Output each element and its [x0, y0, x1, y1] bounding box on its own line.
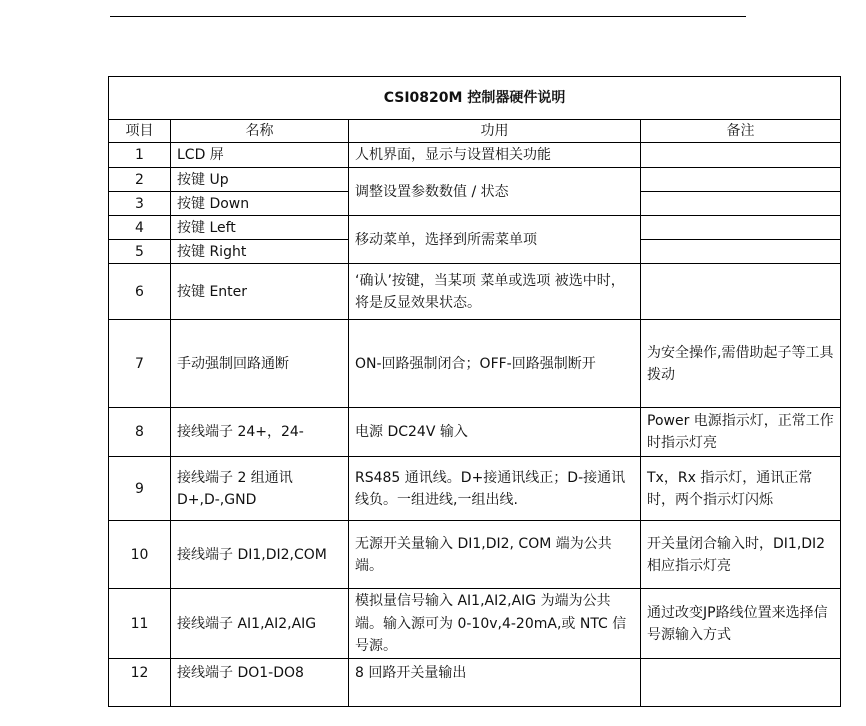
item-name: 手动强制回路通断	[171, 320, 349, 408]
top-rule	[110, 16, 746, 17]
table-row	[109, 320, 841, 408]
table-row	[109, 216, 841, 240]
item-number: 9	[109, 457, 171, 521]
item-number: 11	[109, 589, 171, 659]
item-note	[641, 659, 841, 707]
header-note: 备注	[641, 120, 841, 143]
header-item: 项目	[109, 120, 171, 143]
item-note	[641, 264, 841, 320]
item-function: 模拟量信号输入 AI1,AI2,AIG 为端为公共端。输入源可为 0-10v,4-20mA,或 NTC 信号源。	[349, 589, 641, 659]
table-row	[109, 168, 841, 192]
item-name: 接线端子 AI1,AI2,AIG	[171, 589, 349, 659]
item-name: 按键 Up	[171, 168, 349, 192]
item-name: 接线端子 24+，24-	[171, 408, 349, 457]
item-note: 通过改变JP路线位置来选择信号源输入方式	[641, 589, 841, 659]
item-name: LCD 屏	[171, 143, 349, 168]
table-row	[109, 589, 841, 659]
item-note	[641, 240, 841, 264]
item-note: Tx，Rx 指示灯，通讯正常时，两个指示灯闪烁	[641, 457, 841, 521]
item-note	[641, 192, 841, 216]
item-name: 按键 Enter	[171, 264, 349, 320]
item-number: 3	[109, 192, 171, 216]
item-note	[641, 143, 841, 168]
item-function: ‘确认’按键，当某项 菜单或选项 被选中时，将是反显效果状态。	[349, 264, 641, 320]
item-note: 为安全操作,需借助起子等工具拨动	[641, 320, 841, 408]
item-number: 1	[109, 143, 171, 168]
item-note: 开关量闭合输入时，DI1,DI2 相应指示灯亮	[641, 521, 841, 589]
item-note	[641, 216, 841, 240]
item-number: 8	[109, 408, 171, 457]
item-number: 5	[109, 240, 171, 264]
table-row	[109, 659, 841, 707]
table-row	[109, 457, 841, 521]
item-number: 6	[109, 264, 171, 320]
item-number: 4	[109, 216, 171, 240]
header-name: 名称	[171, 120, 349, 143]
item-function: RS485 通讯线。D+接通讯线正；D-接通讯线负。一组进线,一组出线.	[349, 457, 641, 521]
table-row	[109, 408, 841, 457]
item-function: 电源 DC24V 输入	[349, 408, 641, 457]
item-name: 接线端子 2 组通讯 D+,D-,GND	[171, 457, 349, 521]
item-name: 按键 Right	[171, 240, 349, 264]
item-name: 接线端子 DO1-DO8	[171, 659, 349, 707]
item-function: 人机界面，显示与设置相关功能	[349, 143, 641, 168]
header-row	[109, 120, 841, 143]
item-function: 移动菜单，选择到所需菜单项	[349, 216, 641, 264]
table-row	[109, 143, 841, 168]
header-function: 功用	[349, 120, 641, 143]
item-number: 10	[109, 521, 171, 589]
item-name: 按键 Down	[171, 192, 349, 216]
item-function: 8 回路开关量输出	[349, 659, 641, 707]
table-title: CSI0820M 控制器硬件说明	[109, 77, 841, 120]
item-name: 接线端子 DI1,DI2,COM	[171, 521, 349, 589]
item-function: 调整设置参数数值 / 状态	[349, 168, 641, 216]
hardware-spec-table	[108, 76, 841, 707]
item-number: 12	[109, 659, 171, 707]
table-row	[109, 264, 841, 320]
item-note: Power 电源指示灯，正常工作时指示灯亮	[641, 408, 841, 457]
item-function: 无源开关量输入 DI1,DI2, COM 端为公共端。	[349, 521, 641, 589]
table-row	[109, 521, 841, 589]
item-function: ON-回路强制闭合；OFF-回路强制断开	[349, 320, 641, 408]
item-note	[641, 168, 841, 192]
item-name: 按键 Left	[171, 216, 349, 240]
item-number: 2	[109, 168, 171, 192]
item-number: 7	[109, 320, 171, 408]
